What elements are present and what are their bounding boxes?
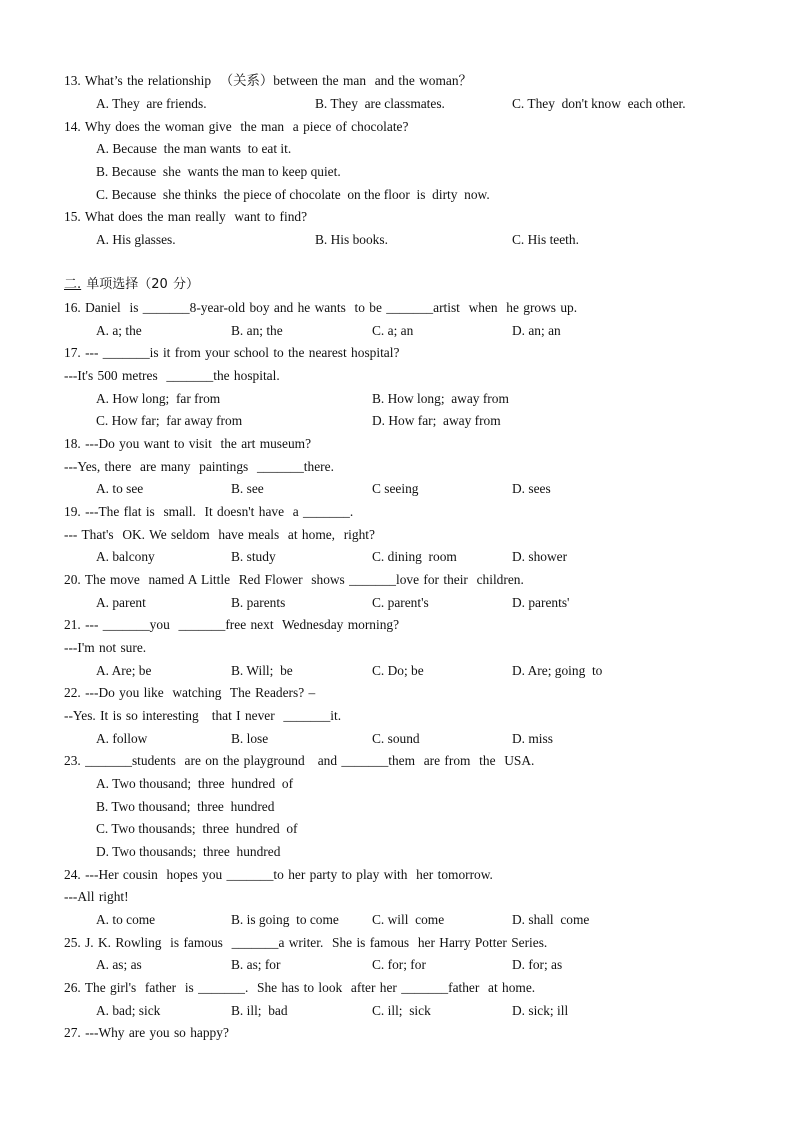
question-19-stem: 19. ---The flat is small. It doesn't have a _______. (64, 504, 354, 519)
question-23-stem: 23. _______students are on the playground and _______them are from the USA. (64, 753, 535, 768)
option-d: D. for; as (512, 957, 563, 972)
option-d: D. parents' (512, 595, 570, 610)
option-b: B. is going to come (231, 912, 339, 927)
option-b: B. ill; bad (231, 1003, 288, 1018)
option-c: C. ill; sick (372, 1003, 431, 1018)
question-24-stem: 24. ---Her cousin hopes you _______to her party to play with her tomorrow. (64, 867, 493, 882)
question-17-options-row2 (96, 410, 501, 432)
question-25-options (96, 954, 563, 976)
option-b: B. Will; be (231, 663, 293, 678)
option-b: B. lose (231, 731, 269, 746)
option-b: B. How long; away from (372, 391, 509, 406)
option-d: D. shall come (512, 912, 590, 927)
question-19-response: --- That's OK. We seldom have meals at home, right? (64, 527, 375, 542)
section-2-heading (64, 274, 199, 296)
question-15-options (96, 229, 579, 251)
question-20-options (96, 592, 570, 614)
section-title: 单项选择（20 分） (81, 277, 199, 292)
question-14-option-b: B. Because she wants the man to keep quiet. (96, 164, 341, 179)
option-b: B. study (231, 549, 276, 564)
question-19-options (96, 546, 568, 568)
question-26-options (96, 1000, 569, 1022)
option-a: A. His glasses. (96, 232, 176, 247)
question-17-stem: 17. --- _______is it from your school to the nearest hospital? (64, 345, 400, 360)
question-18-response: ---Yes, there are many paintings _______there. (64, 459, 334, 474)
option-c: C. a; an (372, 323, 414, 338)
question-15-stem: 15. What does the man really want to find? (64, 209, 308, 224)
question-24-options (96, 909, 590, 931)
option-c: C. will come (372, 912, 445, 927)
option-a: A. Are; be (96, 663, 152, 678)
question-17-options-row1 (96, 388, 509, 410)
option-b: B. see (231, 481, 264, 496)
option-d: D. an; an (512, 323, 561, 338)
option-a: A. follow (96, 731, 148, 746)
option-d: D. How far; away from (372, 413, 501, 428)
section-number: 二. (64, 277, 82, 292)
question-24-response: ---All right! (64, 889, 129, 904)
option-d: D. miss (512, 731, 553, 746)
option-b: B. an; the (231, 323, 283, 338)
option-c: C. They don't know each other. (512, 96, 686, 111)
question-23-option-c: C. Two thousands; three hundred of (96, 821, 298, 836)
question-20-stem: 20. The move named A Little Red Flower shows _______love for their children. (64, 572, 524, 587)
question-21-stem: 21. --- _______you _______free next Wednesday morning? (64, 617, 400, 632)
question-26-stem: 26. The girl's father is _______. She has to look after her _______father at home. (64, 980, 536, 995)
question-14-option-c: C. Because she thinks the piece of chocolate on the floor is dirty now. (96, 187, 490, 202)
option-a: A. balcony (96, 549, 155, 564)
question-16-stem: 16. Daniel is _______8-year-old boy and he wants to be _______artist when he grows up. (64, 300, 578, 315)
question-18-stem: 18. ---Do you want to visit the art museum? (64, 436, 312, 451)
option-a: A. parent (96, 595, 146, 610)
option-c: C. sound (372, 731, 420, 746)
question-22-stem: 22. ---Do you like watching The Readers? – (64, 685, 316, 700)
question-14-option-a: A. Because the man wants to eat it. (96, 141, 292, 156)
option-c: C. How far; far away from (96, 413, 243, 428)
option-b: B. His books. (315, 232, 388, 247)
question-21-options (96, 660, 603, 682)
question-25-stem: 25. J. K. Rowling is famous _______a writer. She is famous her Harry Potter Series. (64, 935, 548, 950)
option-d: D. shower (512, 549, 568, 564)
option-c: C. His teeth. (512, 232, 579, 247)
option-a: A. to come (96, 912, 156, 927)
question-22-options (96, 728, 553, 750)
option-c: C. for; for (372, 957, 426, 972)
option-c: C. parent's (372, 595, 429, 610)
option-b: B. parents (231, 595, 286, 610)
option-a: A. bad; sick (96, 1003, 161, 1018)
question-23-option-b: B. Two thousand; three hundred (96, 799, 275, 814)
option-d: D. Are; going to (512, 663, 603, 678)
question-17-response: ---It's 500 metres _______the hospital. (64, 368, 280, 383)
option-d: D. sees (512, 481, 551, 496)
question-21-response: ---I'm not sure. (64, 640, 147, 655)
option-b: B. as; for (231, 957, 281, 972)
option-a: A. to see (96, 481, 144, 496)
option-a: A. How long; far from (96, 391, 221, 406)
option-c: C. Do; be (372, 663, 424, 678)
option-c: C. dining room (372, 549, 457, 564)
question-13-options (96, 93, 686, 115)
option-b: B. They are classmates. (315, 96, 445, 111)
question-27-stem: 27. ---Why are you so happy? (64, 1025, 229, 1040)
option-c: C seeing (372, 481, 419, 496)
question-23-option-a: A. Two thousand; three hundred of (96, 776, 294, 791)
question-23-option-d: D. Two thousands; three hundred (96, 844, 281, 859)
option-a: A. a; the (96, 323, 142, 338)
question-18-options (96, 478, 551, 500)
option-a: A. They are friends. (96, 96, 207, 111)
question-13-stem: 13. What’s the relationship （关系）between the man and the woman？ (64, 73, 472, 88)
question-22-response: --Yes. It is so interesting that I never _______it. (64, 708, 342, 723)
option-a: A. as; as (96, 957, 142, 972)
question-16-options (96, 320, 561, 342)
question-14-stem: 14. Why does the woman give the man a piece of chocolate? (64, 119, 409, 134)
option-d: D. sick; ill (512, 1003, 569, 1018)
